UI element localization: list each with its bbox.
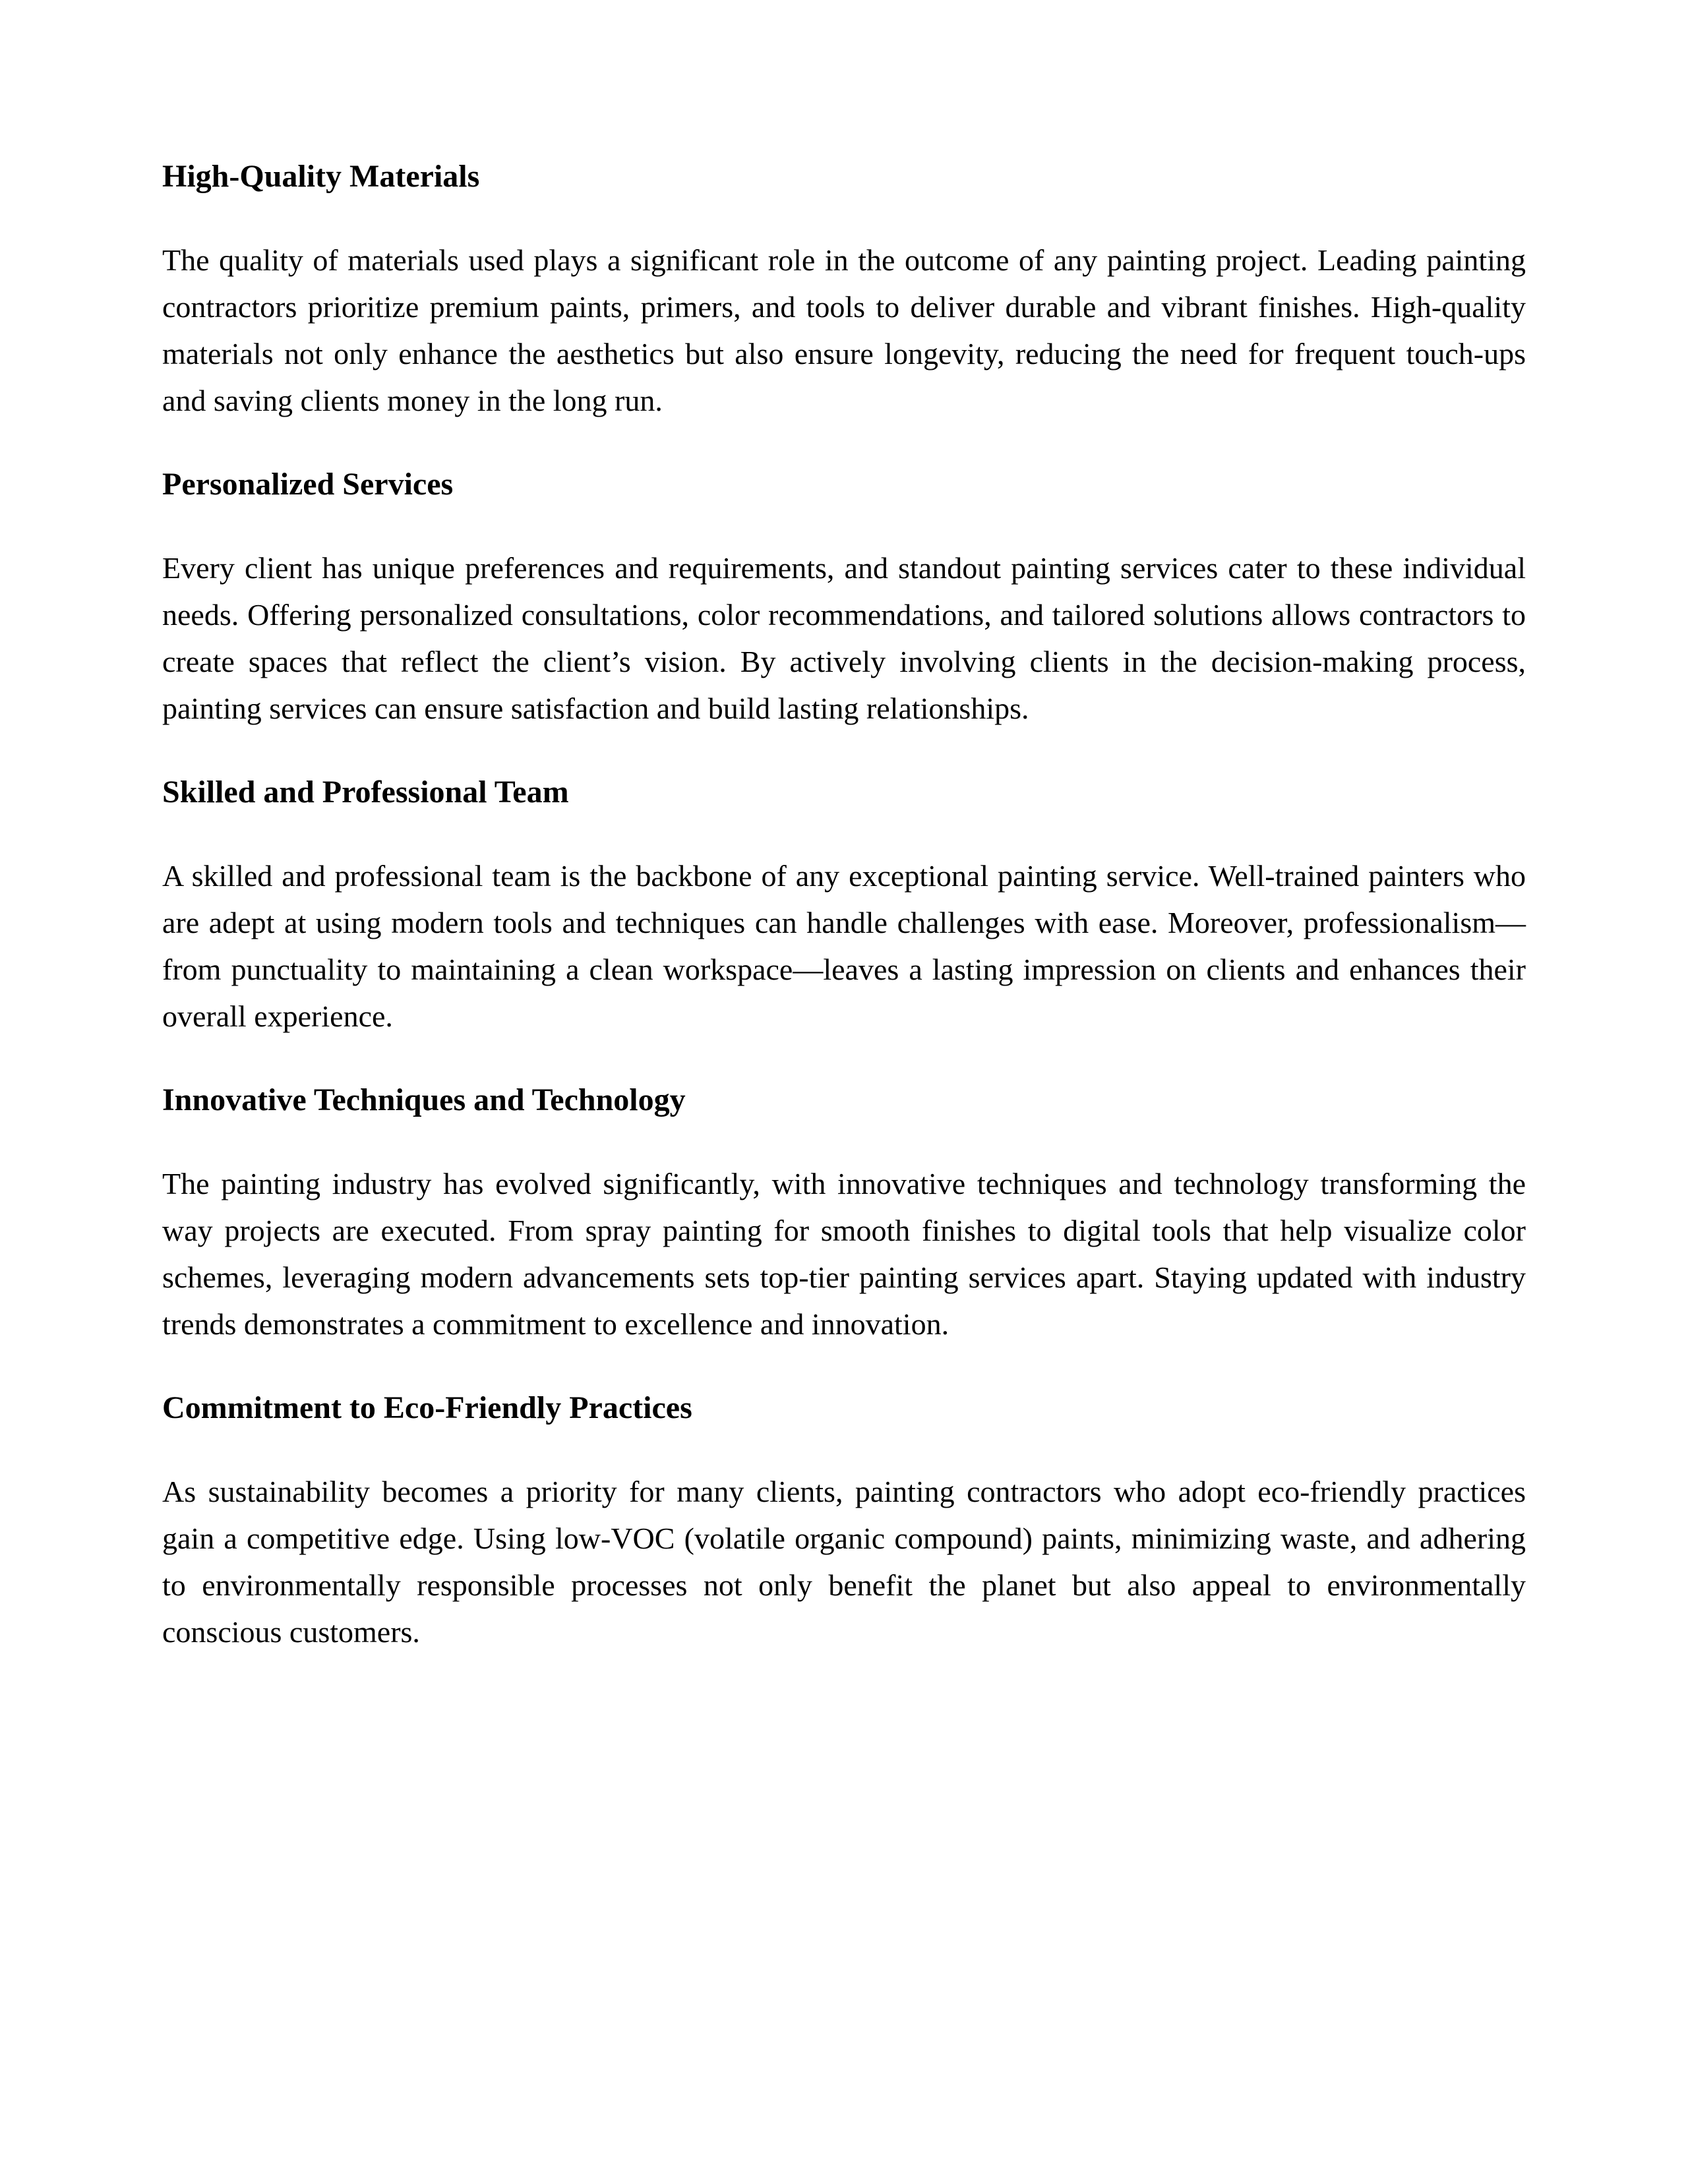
section-paragraph: The painting industry has evolved significantly, with innovative techniques and technology transforming the way projects are executed. From spray painting for smooth finishes to digital tools that help visualize color schemes, leveraging modern advancements sets top-tier painting services apart. Staying updated with industry trends demonstrates a commitment to excellence and innovation. <box>162 1167 1526 1341</box>
section-paragraph: The quality of materials used plays a significant role in the outcome of any painting project. Leading painting contractors prioritize premium paints, primers, and tools to deliver durable and vibrant finishes. High-quality materials not only enhance the aesthetics but also ensure longevity, reducing the need for frequent touch-ups and saving clients money in the long run. <box>162 243 1526 417</box>
section-paragraph: Every client has unique preferences and requirements, and standout painting services cater to these individual needs. Offering personalized consultations, color recommendations, and tailored solutions allows contractors to create spaces that reflect the client’s vision. By actively involving clients in the decision-making process, painting services can ensure satisfaction and build lasting relationships. <box>162 551 1526 725</box>
section-heading: Innovative Techniques and Technology <box>162 1082 686 1117</box>
section-paragraph: As sustainability becomes a priority for many clients, painting contractors who adopt eco-friendly practices gain a competitive edge. Using low-VOC (volatile organic compound) paints, minimizing waste, and adhering to environmentally responsible processes not only benefit the planet but also appeal to environmentally conscious customers. <box>162 1475 1526 1649</box>
section-skilled-professional-team <box>162 769 1526 1040</box>
section-high-quality-materials <box>162 153 1526 424</box>
section-personalized-services <box>162 461 1526 732</box>
section-heading: High-Quality Materials <box>162 159 480 194</box>
section-eco-friendly-practices <box>162 1384 1526 1655</box>
section-heading: Skilled and Professional Team <box>162 775 569 810</box>
section-heading: Commitment to Eco-Friendly Practices <box>162 1390 692 1425</box>
section-heading: Personalized Services <box>162 467 454 502</box>
section-innovative-techniques <box>162 1077 1526 1347</box>
section-paragraph: A skilled and professional team is the backbone of any exceptional painting service. Well-trained painters who are adept at using modern tools and techniques can handle challenges with ease. Moreover, professionalism—from punctuality to maintaining a clean workspace—leaves a lasting impression on clients and enhances their overall experience. <box>162 859 1526 1033</box>
